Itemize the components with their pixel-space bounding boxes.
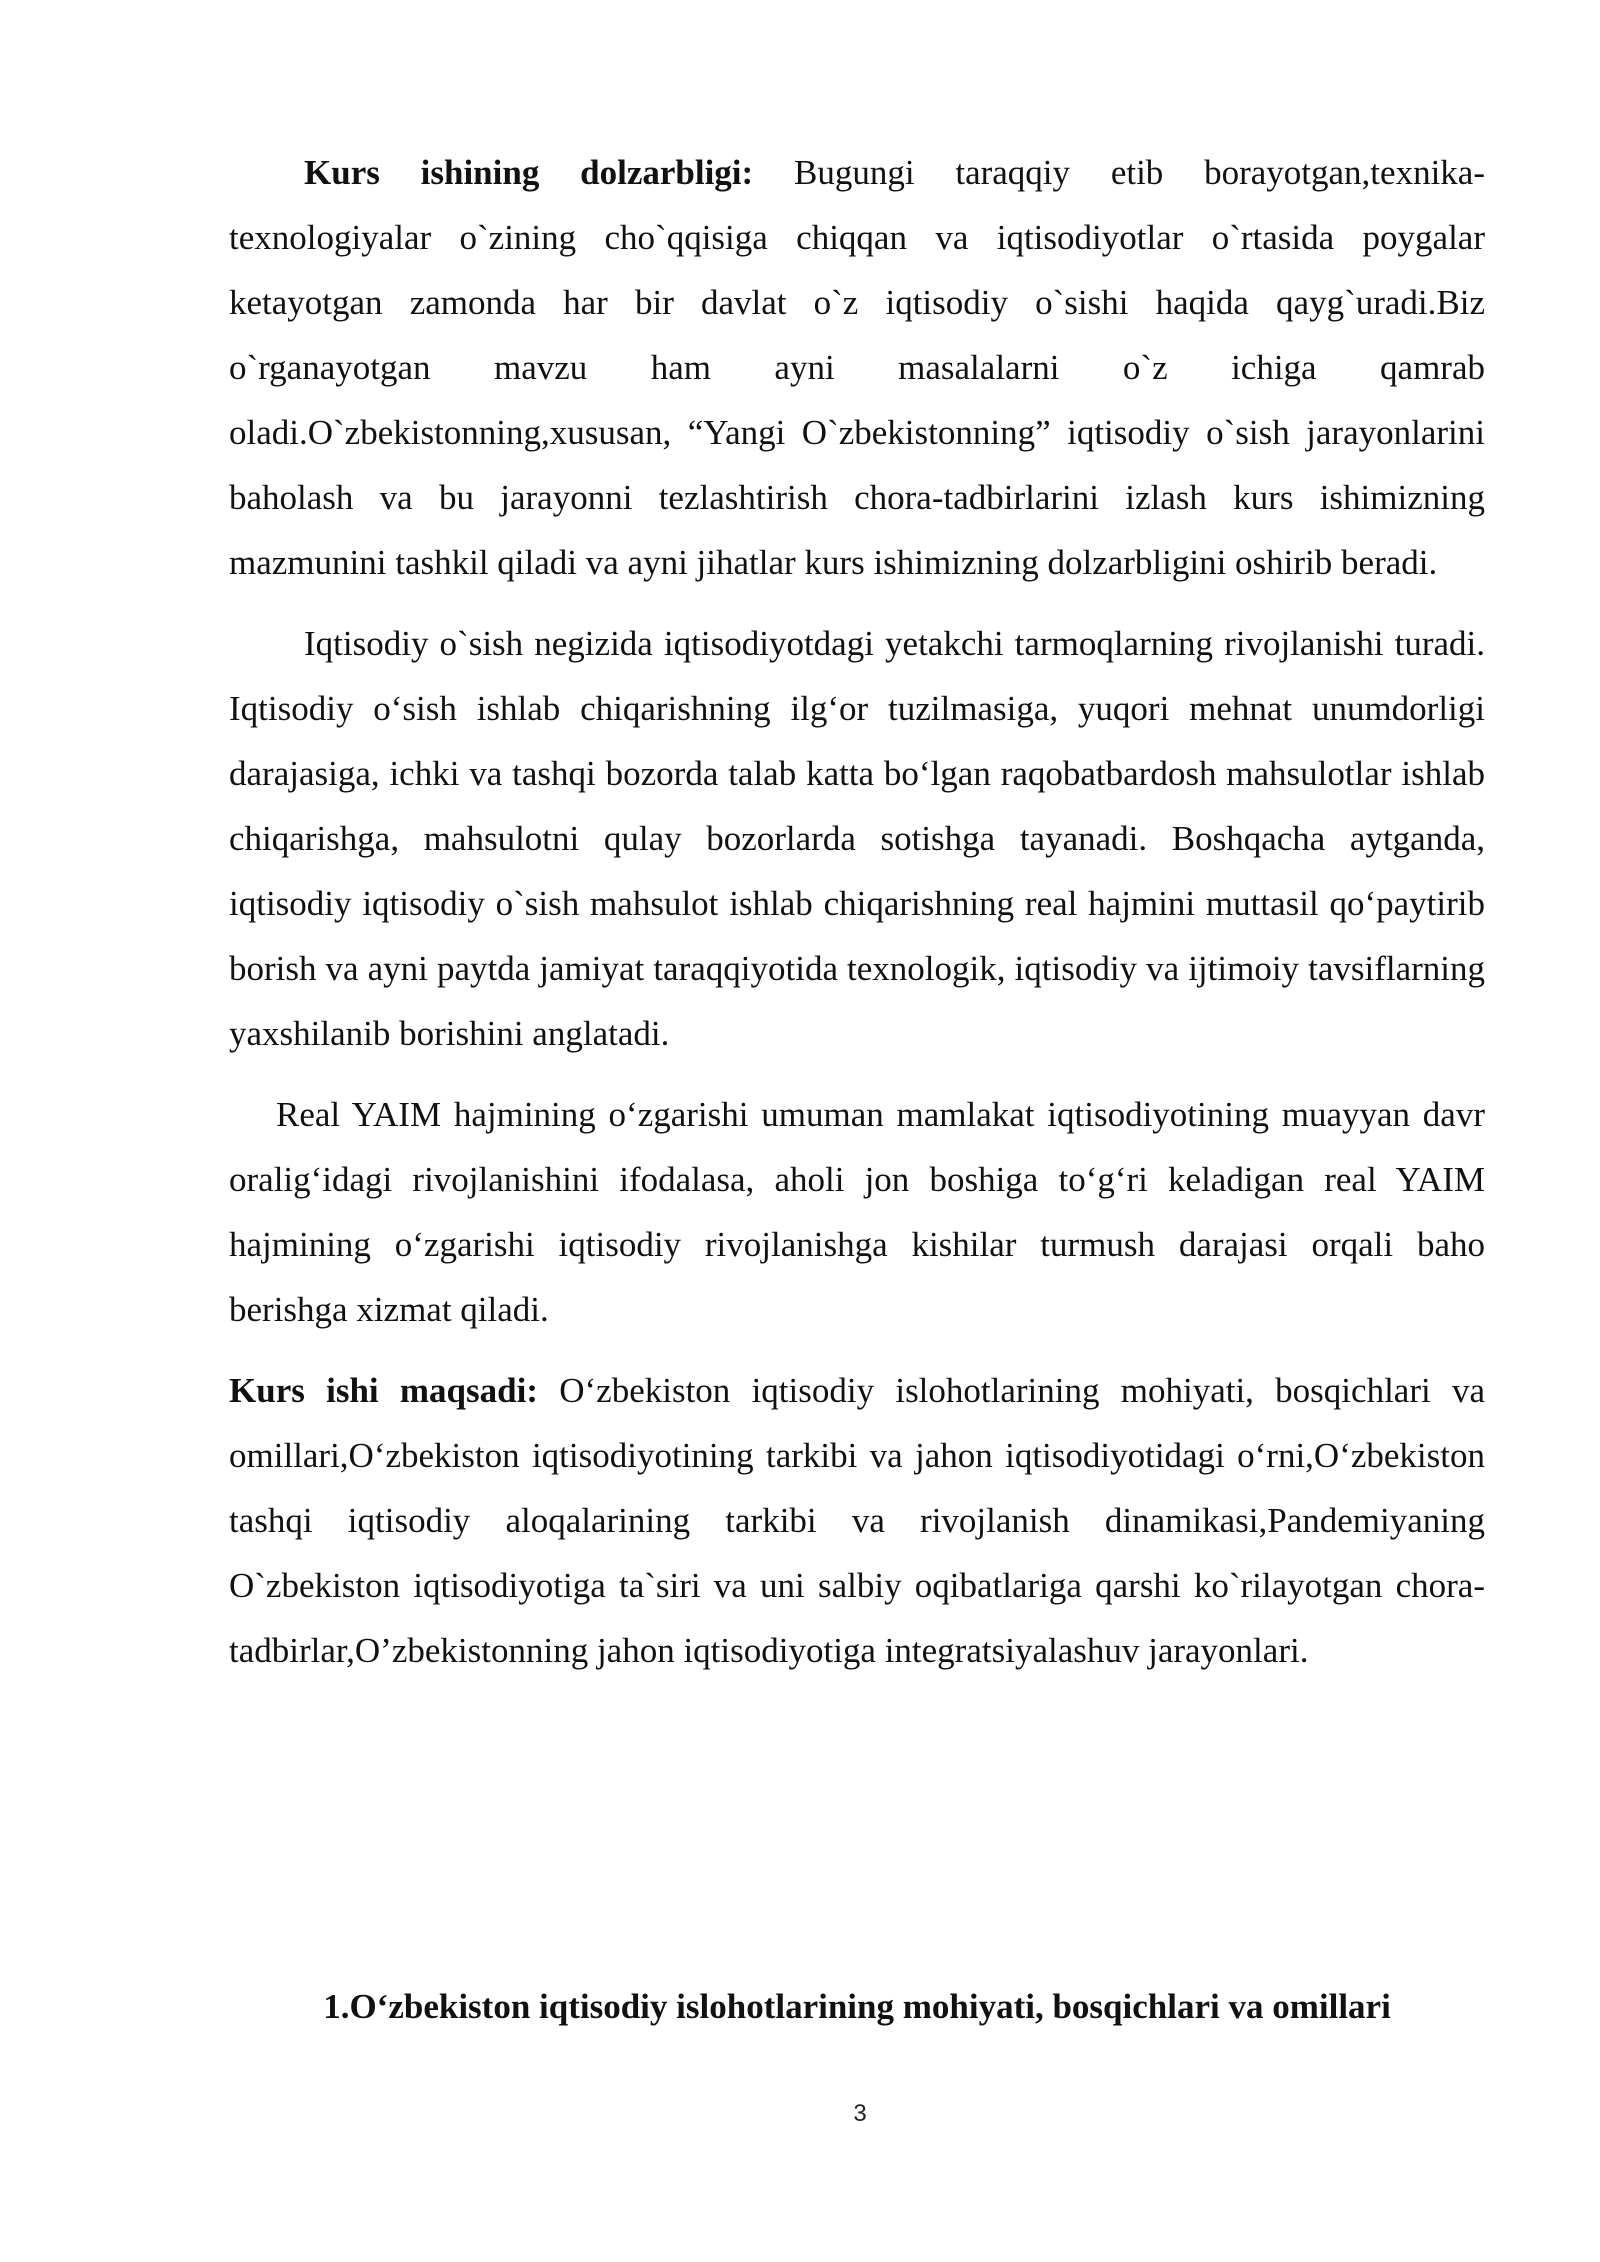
paragraph-text-objective: O‘zbekiston iqtisodiy islohotlarining mohiyati, bosqichlari va omillari,O‘zbekiston iqtisodiyotining tarkibi va jahon iqtisodiyotidagi o‘rni,O‘zbekiston tashqi iqtisodiy aloqalarining tarkibi va rivojlanish dinamikasi,Pandemiyaning O`zbekiston iqtisodiyotiga ta`siri va uni salbiy oqibatlariga qarshi ko`rilayotgan chora-tadbirlar,O’zbekistonning jahon iqtisodiyotiga integratsiyalashuv jarayonlari.	[229, 1371, 1485, 1670]
paragraph-lead-objective: Kurs ishi maqsadi:	[229, 1371, 538, 1410]
paragraph-objective	[229, 1358, 1485, 1683]
paragraph-text-economic-growth: Iqtisodiy o`sish negizida iqtisodiyotdagi yetakchi tarmoqlarning rivojlanishi turadi. Iqtisodiy o‘sish ishlab chiqarishning ilg‘or tuzilmasiga, yuqori mehnat unumdorligi darajasiga, ichki va tashqi bozorda talab katta bo‘lgan raqobatbardosh mahsulotlar ishlab chiqarishga, mahsulotni qulay bozorlarda sotishga tayanadi. Boshqacha aytganda, iqtisodiy iqtisodiy o`sish mahsulot ishlab chiqarishning real hajmini muttasil qo‘paytirib borish va ayni paytda jamiyat taraqqiyotida texnologik, iqtisodiy va ijtimoiy tavsiflarning yaxshilanib borishini anglatadi.	[229, 624, 1485, 1053]
section-heading: 1.O‘zbekiston iqtisodiy islohotlarining mohiyati, bosqichlari va omillari	[323, 1987, 1391, 2026]
paragraph-text-relevance: Bugungi taraqqiy etib borayotgan,texnika-texnologiyalar o`zining cho`qqisiga chiqqan va iqtisodiyotlar o`rtasida poygalar ketayotgan zamonda har bir davlat o`z iqtisodiy o`sishi haqida qayg`uradi.Biz o`rganayotgan mavzu ham ayni masalalarni o`z ichiga qamrab oladi.O`zbekistonning,xususan, “Yangi O`zbekistonning” iqtisodiy o`sish jarayonlarini baholash va bu jarayonni tezlashtirish chora-tadbirlarini izlash kurs ishimizning mazmunini tashkil qiladi va ayni jihatlar kurs ishimizning dolzarbligini oshirib beradi.	[229, 153, 1485, 582]
paragraph-relevance	[229, 140, 1485, 595]
paragraph-lead-relevance: Kurs ishining dolzarbligi:	[304, 153, 754, 192]
paragraph-real-gdp	[229, 1082, 1485, 1342]
page-number: 3	[853, 2100, 867, 2127]
paragraph-text-real-gdp: Real YAIM hajmining o‘zgarishi umuman mamlakat iqtisodiyotining muayyan davr oralig‘idagi rivojlanishini ifodalasa, aholi jon boshiga to‘g‘ri keladigan real YAIM hajmining o‘zgarishi iqtisodiy rivojlanishga kishilar turmush darajasi orqali baho berishga xizmat qiladi.	[229, 1095, 1485, 1329]
paragraph-economic-growth	[229, 611, 1485, 1066]
document-body	[229, 140, 1485, 1683]
